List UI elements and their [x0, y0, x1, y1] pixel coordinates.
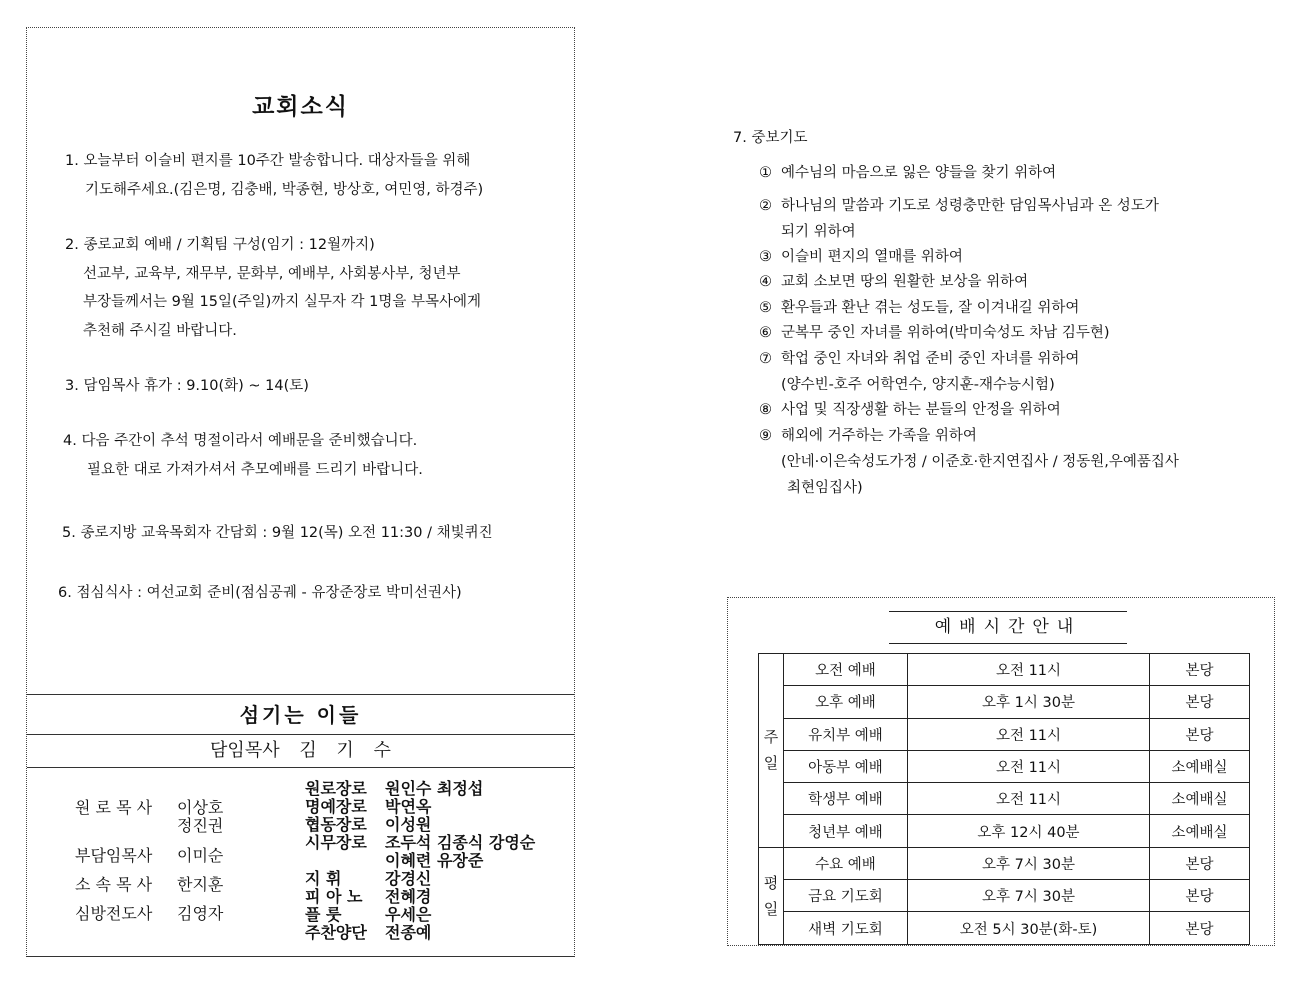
prayer-num: ⑨ — [759, 428, 772, 444]
news-line: 2. 종로교회 예배 / 기획팀 구성(임기 : 12월까지) — [65, 237, 375, 253]
staff-name: 전종예 — [385, 923, 432, 942]
worship-table — [758, 653, 1250, 945]
staff-role: 시무장로 — [305, 833, 367, 852]
table-row — [759, 686, 1250, 718]
prayer-item-7 — [759, 346, 1079, 398]
news-line: 기도해주세요.(김은명, 김충배, 박종현, 방상호, 여민영, 하경주) — [85, 181, 484, 198]
news-line: 3. 담임목사 휴가 : 9.10(화) ~ 14(토) — [65, 378, 309, 394]
prayer-num: ⑧ — [759, 402, 772, 418]
service-name: 유치부 예배 — [784, 718, 908, 750]
prayer-line: 군복무 중인 자녀를 위하여(박미숙성도 차남 김두현) — [781, 325, 1110, 341]
table-row — [759, 880, 1250, 912]
staff-name: 이혜련 유장준 — [385, 851, 484, 870]
staff-role: 지 휘 — [305, 869, 342, 888]
news-item-1 — [65, 147, 483, 204]
prayer-item-5 — [759, 296, 1079, 317]
service-time: 오후 12시 40분 — [908, 815, 1150, 847]
service-time: 오전 11시 — [908, 783, 1150, 815]
prayer-num: ① — [759, 165, 772, 181]
staff-name: 정진권 — [177, 816, 224, 835]
prayer-line: 환우들과 환난 겪는 성도들, 잘 이겨내길 위하여 — [781, 300, 1080, 316]
service-place: 본당 — [1150, 686, 1250, 718]
table-row — [759, 815, 1250, 847]
staff-name: 조두석 김종식 강영순 — [385, 833, 536, 852]
news-item-4 — [63, 427, 423, 484]
service-name: 오전 예배 — [784, 654, 908, 686]
service-name: 청년부 예배 — [784, 815, 908, 847]
staff-role: 플 룻 — [305, 905, 342, 924]
worship-title: 예배시간안내 — [889, 611, 1127, 644]
staff-name: 전혜경 — [385, 887, 432, 906]
prayer-item-6 — [759, 321, 1110, 342]
prayer-line: 이슬비 편지의 열매를 위하여 — [781, 249, 963, 265]
service-time: 오전 11시 — [908, 718, 1150, 750]
staff-role: 주찬양단 — [305, 923, 367, 942]
prayer-line: (양수빈-호주 어학연수, 양지훈-재수능시험) — [781, 377, 1055, 393]
prayer-line: 예수님의 마음으로 잃은 양들을 찾기 위하여 — [781, 165, 1057, 181]
service-name: 학생부 예배 — [784, 783, 908, 815]
service-place: 소예배실 — [1150, 783, 1250, 815]
prayer-num: ③ — [759, 249, 772, 265]
staff-name: 이미순 — [177, 846, 224, 865]
service-place: 본당 — [1150, 718, 1250, 750]
staff-role: 협동장로 — [305, 815, 367, 834]
service-place: 본당 — [1150, 847, 1250, 879]
service-place: 소예배실 — [1150, 750, 1250, 782]
staff-role: 명예장로 — [305, 797, 367, 816]
service-place: 본당 — [1150, 654, 1250, 686]
staff-role: 심방전도사 — [75, 904, 153, 923]
staff-role: 소 속 목 사 — [75, 875, 153, 894]
service-name: 오후 예배 — [784, 686, 908, 718]
prayer-item-4 — [759, 270, 1028, 291]
service-name: 아동부 예배 — [784, 750, 908, 782]
prayer-line: 교회 소보면 땅의 원활한 보상을 위하여 — [781, 274, 1029, 290]
news-item-5 — [62, 519, 493, 548]
news-line: 6. 점심식사 : 여선교회 준비(점심공궤 - 유장준장로 박미선권사) — [58, 585, 462, 601]
prayer-item-8 — [759, 398, 1061, 419]
prayer-item-9 — [759, 423, 1179, 501]
prayer-num: ② — [759, 198, 772, 214]
staff-role: 피 아 노 — [305, 887, 363, 906]
prayer-line: 하나님의 말씀과 기도로 성령충만한 담임목사님과 온 성도가 — [781, 198, 1159, 214]
news-line: 부장들께서는 9월 15일(주일)까지 실무자 각 1명을 부목사에게 — [83, 294, 482, 310]
service-name: 새벽 기도회 — [784, 912, 908, 944]
table-row — [759, 783, 1250, 815]
service-time: 오전 11시 — [908, 750, 1150, 782]
senior-pastor: 담임목사 김 기 수 — [27, 734, 574, 768]
news-line: 추천해 주시길 바랍니다. — [83, 322, 237, 339]
servants-title: 섬기는 이들 — [27, 694, 574, 734]
news-line: 필요한 대로 가져가셔서 추모예배를 드리기 바랍니다. — [87, 461, 423, 478]
staff-entry — [75, 799, 223, 835]
table-row — [759, 750, 1250, 782]
prayer-line: 사업 및 직장생활 하는 분들의 안정을 위하여 — [781, 402, 1061, 418]
staff-entry — [75, 876, 223, 894]
worship-panel — [727, 597, 1275, 946]
table-row — [759, 654, 1250, 686]
staff-role: 부담임목사 — [75, 846, 153, 865]
prayer-line: 되기 위하여 — [781, 224, 856, 240]
bottom-divider — [26, 956, 575, 957]
news-item-2 — [65, 231, 481, 345]
table-row — [759, 718, 1250, 750]
staff-name: 우세은 — [385, 905, 432, 924]
prayer-num: ④ — [759, 274, 772, 290]
news-item-3 — [65, 372, 309, 401]
prayer-item-2 — [759, 193, 1159, 245]
service-time: 오전 5시 30분(화-토) — [908, 912, 1150, 944]
service-place: 본당 — [1150, 912, 1250, 944]
staff-name: 원인수 최정섭 — [385, 779, 484, 798]
service-place: 본당 — [1150, 880, 1250, 912]
news-line: 1. 오늘부터 이슬비 편지를 10주간 발송합니다. 대상자들을 위해 — [65, 153, 471, 169]
service-time: 오후 7시 30분 — [908, 880, 1150, 912]
prayer-line: 학업 중인 자녀와 취업 준비 중인 자녀를 위하여 — [781, 351, 1080, 367]
staff-name: 강경신 — [385, 869, 432, 888]
staff-name: 한지훈 — [177, 875, 224, 894]
staff-name: 김영자 — [177, 904, 224, 923]
service-name: 수요 예배 — [784, 847, 908, 879]
prayer-item-3 — [759, 245, 963, 266]
service-time: 오전 11시 — [908, 654, 1150, 686]
prayer-line: (안네·이은숙성도가정 / 이준호·한지연집사 / 정동원,우예품집사 — [781, 454, 1179, 470]
news-line: 5. 종로지방 교육목회자 간담회 : 9월 12(목) 오전 11:30 / 채빛퀴진 — [62, 525, 493, 541]
staff-role: 원 로 목 사 — [75, 798, 153, 817]
news-item-6 — [58, 579, 462, 608]
prayer-num: ⑤ — [759, 300, 772, 316]
staff-role: 원로장로 — [305, 779, 367, 798]
staff-entry — [75, 905, 223, 923]
news-line: 선교부, 교육부, 재무부, 문화부, 예배부, 사회봉사부, 청년부 — [83, 265, 461, 282]
prayer-line: 최현임집사) — [787, 480, 863, 496]
news-title: 교회소식 — [252, 94, 349, 120]
news-line: 4. 다음 주간이 추석 명절이라서 예배문을 준비했습니다. — [63, 433, 418, 449]
service-time: 오후 1시 30분 — [908, 686, 1150, 718]
group-label-sunday: 주 일 — [759, 654, 784, 848]
service-place: 소예배실 — [1150, 815, 1250, 847]
prayer-num: ⑥ — [759, 325, 772, 341]
service-name: 금요 기도회 — [784, 880, 908, 912]
group-label-weekday: 평 일 — [759, 847, 784, 944]
prayer-num: ⑦ — [759, 351, 772, 367]
prayer-item-1 — [759, 161, 1056, 182]
staff-right-column — [305, 780, 535, 942]
table-row — [759, 912, 1250, 944]
prayer-title: 7. 중보기도 — [733, 130, 808, 146]
staff-name: 이성원 — [385, 815, 432, 834]
staff-entry — [75, 847, 223, 865]
staff-name: 이상호 — [177, 798, 224, 817]
left-panel — [26, 27, 575, 957]
service-time: 오후 7시 30분 — [908, 847, 1150, 879]
staff-name: 박연옥 — [385, 797, 432, 816]
table-row — [759, 847, 1250, 879]
prayer-line: 해외에 거주하는 가족을 위하여 — [781, 428, 977, 444]
